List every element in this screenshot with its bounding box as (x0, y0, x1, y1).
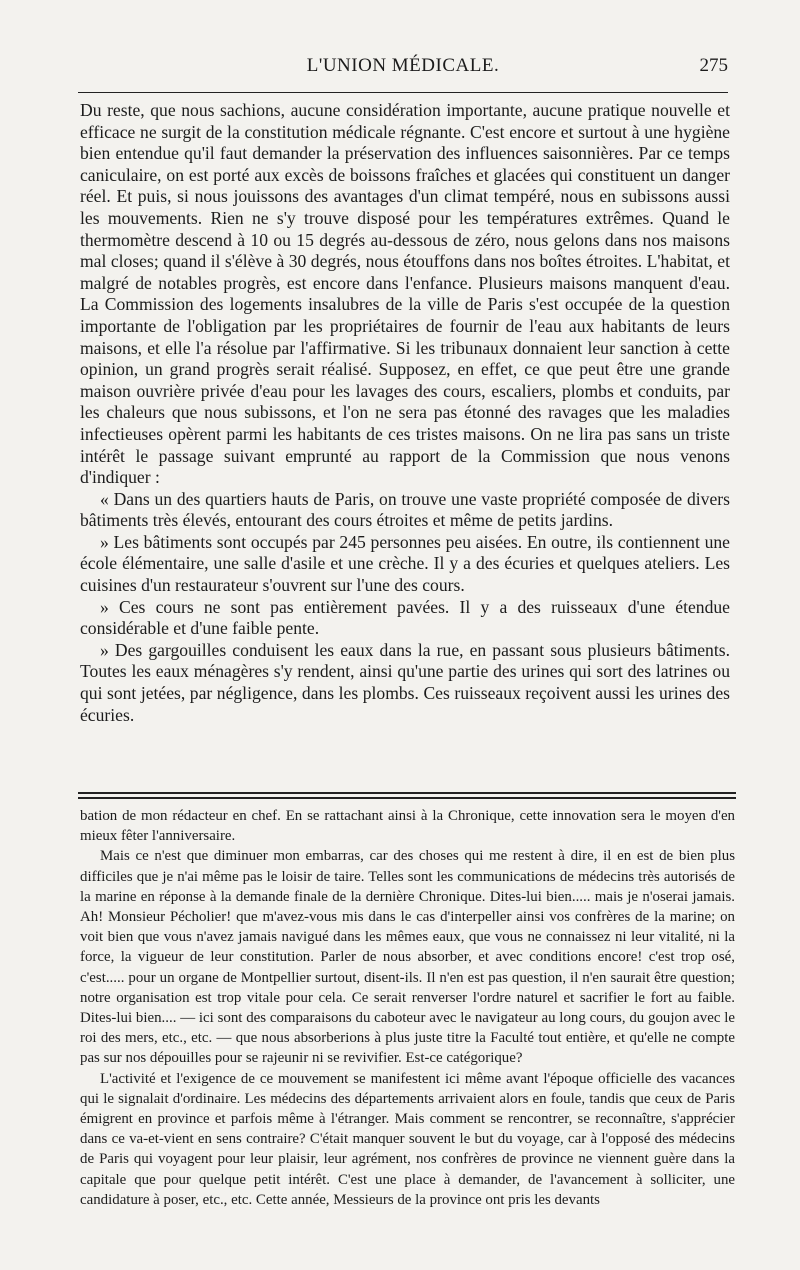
page-number: 275 (699, 55, 728, 76)
quoted-paragraph: » Ces cours ne sont pas entièrement pavées. Il y a des ruisseaux d'une étendue considérable et d'une faible pente. (80, 596, 730, 639)
quoted-paragraph: » Les bâtiments sont occupés par 245 personnes peu aisées. En outre, ils contiennent une école élémentaire, une salle d'asile et une crèche. Il y a des écuries et quelques ateliers. Les cuisines d'un restaurateur s'ouvrent sur l'une des cours. (80, 531, 730, 596)
quoted-paragraph: « Dans un des quartiers hauts de Paris, on trouve une vaste propriété composée de divers bâtiments très élevés, entourant des cours étroites et même de petits jardins. (80, 488, 730, 531)
feuilleton-separator-bottom (78, 797, 736, 799)
feuilleton-paragraph: L'activité et l'exigence de ce mouvement se manifestent ici même avant l'époque officielle des vacances qui le signalait d'ordinaire. Les médecins des départements arrivaient alors en foule, tandis que ceux de Paris émigrent en province et parfois même à l'étranger. Mais comment se rencontrer, se reconnaître, s'apprécier dans ce va-et-vient en sens contraire? C'était manquer souvent le but du voyage, car à l'opposé des médecins de Paris qui voyagent pour leur plaisir, leur agrément, nos confrères de province ne viennent guère dans la capitale que pour quelque petit intérêt. C'est une place à demander, de l'avancement à solliciter, une candidature à poser, etc., etc. Cette année, Messieurs de la province ont pris les devants (80, 1070, 735, 1208)
feuilleton-body (80, 806, 735, 1210)
quoted-paragraph: » Des gargouilles conduisent les eaux dans la rue, en passant sous plusieurs bâtiments. Toutes les eaux ménagères s'y rendent, ainsi qu'une partie des urines qui sort des latrines ou qui sont jetées, par négligence, dans les plombs. Ces ruisseaux reçoivent aussi les urines des écuries. (80, 639, 730, 725)
journal-title: L'UNION MÉDICALE. (306, 55, 500, 76)
feuilleton-separator-top (78, 792, 736, 794)
feuilleton-paragraph: Mais ce n'est que diminuer mon embarras, car des choses qui me restent à dire, il en est de bien plus difficiles que je n'ai même pas le loisir de taire. Telles sont les communications de médecins très autorisés de la marine en réponse à la demande finale de la dernière Chronique. Dites-lui bien..... mais je n'oserai jamais. Ah! Monsieur Pécholier! que m'avez-vous mis dans le cas d'interpeller ainsi vos confrères de la marine; on voit bien que vous n'avez jamais navigué dans les mêmes eaux, que vous ne connaissez ni leur vitalité, ni la force, la vigueur de leur constitution. Parler de nous absorber, et avec conditions encore! c'est trop osé, c'est..... pour un organe de Montpellier surtout, disent-ils. Il n'en est pas question, il n'en saurait être question; notre organisation est trop vitale pour cela. Ce serait renverser l'ordre naturel et sacrifier le fort au faible. Dites-lui bien.... — ici sont des comparaisons du caboteur avec le navigateur au long cours, du goujon avec le roi des mers, etc., etc. — que nous absorberions à plus juste titre la Faculté tout entière, et qu'elle ne compte pas sur nos dépouilles pour se rajeunir ni se revivifier. Est-ce catégorique? (80, 848, 735, 1067)
header-rule (78, 92, 728, 93)
article-body (80, 100, 730, 726)
running-head (78, 55, 728, 87)
article-paragraph: Du reste, que nous sachions, aucune considération importante, aucune pratique nouvelle et efficace ne surgit de la constitution médicale régnante. C'est encore et surtout à une hygiène bien entendue qu'il faut demander la préservation des influences saisonnières. Par ce temps caniculaire, on est porté aux excès de boissons fraîches et glacées qui constituent un danger réel. Et puis, si nous jouissons des avantages d'un climat tempéré, nous en subissons aussi les mouvements. Rien ne s'y trouve disposé pour les températures extrêmes. Quand le thermomètre descend à 10 ou 15 degrés au-dessous de zéro, nous gelons dans nos maisons mal closes; quand il s'élève à 30 degrés, nous étouffons dans nos boîtes étroites. L'habitat, et malgré de notables progrès, est encore dans l'enfance. Plusieurs maisons manquent d'eau. La Commission des logements insalubres de la ville de Paris s'est occupée de la question importante de l'obligation par les propriétaires de fournir de l'eau aux habitants de leurs maisons, et elle l'a résolue par l'affirmative. Si les tribunaux donnaient leur sanction à cette opinion, un grand progrès serait réalisé. Supposez, en effet, ce que peut être une grande maison ouvrière privée d'eau pour les lavages des cours, escaliers, plombs et conduits, par les chaleurs que nous subissons, et l'on ne sera pas étonné des ravages que les maladies infectieuses opèrent parmi les habitants de ces tristes maisons. On ne lira pas sans un triste intérêt le passage suivant emprunté au rapport de la Commission que nous venons d'indiquer : (80, 100, 730, 488)
feuilleton-paragraph: bation de mon rédacteur en chef. En se rattachant ainsi à la Chronique, cette innovation sera le moyen d'en mieux fêter l'anniversaire. (80, 808, 735, 845)
